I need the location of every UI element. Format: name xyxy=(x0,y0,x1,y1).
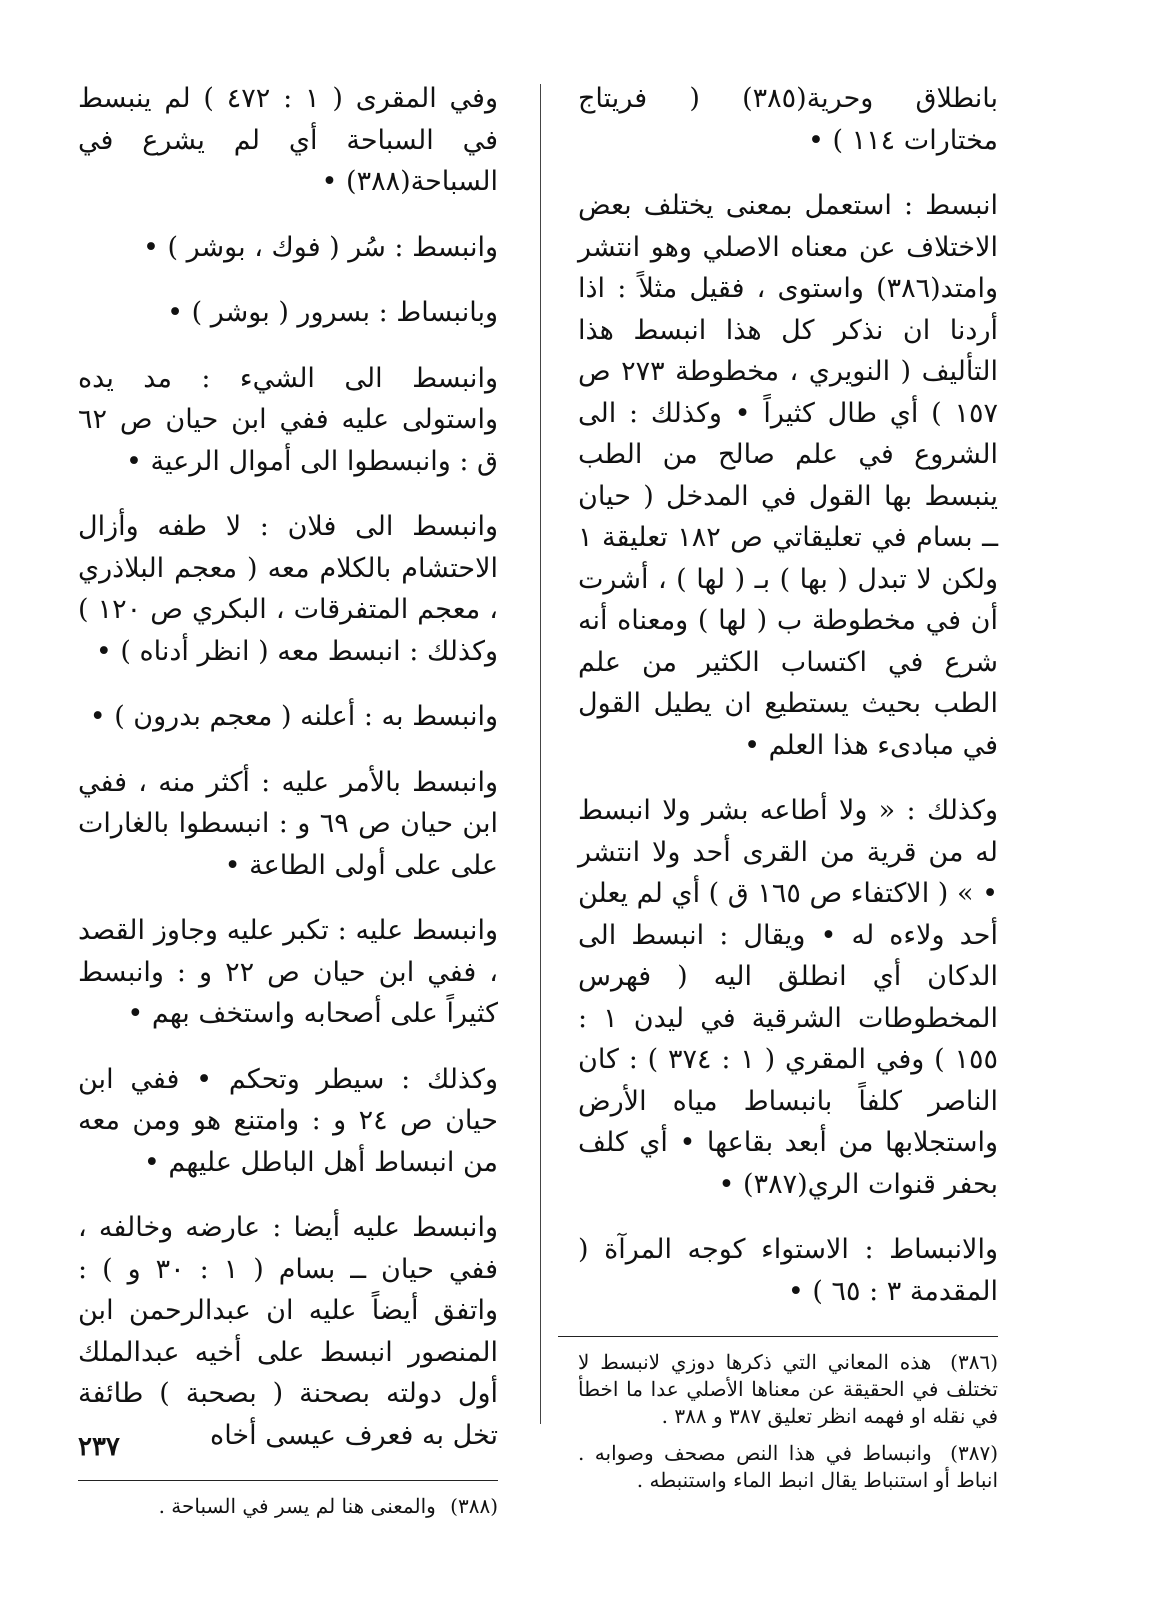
footnote-text: والمعنى هنا لم يسر في السباحة . xyxy=(158,1494,436,1518)
footnote-number: (٣٨٧) xyxy=(950,1441,998,1465)
paragraph: والانبساط : الاستواء كوجه المرآة ( المقدمة ٣ : ٦٥ ) • xyxy=(578,1234,998,1307)
paragraph: وانبسط عليه أيضا : عارضه وخالفه ، ففي حيان ــ بسام ( ١ : ٣٠ و ) : واتفق أيضاً عليه ان عبدالرحمن ابن المنصور انبسط على أخيه عبدالملك أول دولته بصحنة ( بصحبة ) طائفة تخل به فعرف عيسى أخاه xyxy=(78,1212,498,1451)
paragraph: بانطلاق وحرية(٣٨٥) ( فريتاج مختارات ١١٤ ) • xyxy=(578,83,998,156)
right-column xyxy=(578,78,998,1504)
footnote-divider xyxy=(558,1336,998,1337)
paragraph: وبانبساط : بسرور ( بوشر ) • xyxy=(167,297,498,328)
paragraph: وانبسط بالأمر عليه : أكثر منه ، ففي ابن حيان ص ٦٩ و : انبسطوا بالغارات على على أولى الطاعة • xyxy=(78,766,498,881)
paragraph: وكذلك : سيطر وتحكم • ففي ابن حيان ص ٢٤ و : وامتنع هو ومن معه من انبساط أهل الباطل عليهم • xyxy=(78,1063,498,1178)
left-column xyxy=(78,78,498,1530)
footnote-text: هذه المعاني التي ذكرها دوزي لانبسط لا تختلف في الحقيقة عن معناها الأصلي عدا ما اخطأ في نقله او فهمه انظر تعليق ٣٨٧ و ٣٨٨ . xyxy=(578,1350,998,1428)
paragraph: وانبسط عليه : تكبر عليه وجاوز القصد ، ففي ابن حيان ص ٢٢ و : وانبسط كثيراً على أصحابه واستخف بهم • xyxy=(78,915,498,1029)
paragraph: وانبسط الى الشيء : مد يده واستولى عليه ففي ابن حيان ص ٦٢ ق : وانبسطوا الى أموال الرعية • xyxy=(78,362,498,477)
footnote-divider xyxy=(78,1480,498,1481)
paragraph: وكذلك : « ولا أطاعه بشر ولا انبسط له من قرية من القرى أحد ولا انتشر • » ( الاكتفاء ص ١٦٥ ق ) أي لم يعلن أحد ولاءه له • ويقال : انبسط الى الدكان أي انطلق اليه ( فهرس المخطوطات الشرقية في ليدن ١ : ١٥٥ ) وفي المقري ( ١ : ٣٧٤ ) : كان الناصر كلفاً بانبساط مياه الأرض واستجلابها من أبعد بقاعها • أي كلف بحفر قنوات الري(٣٨٧) • xyxy=(578,795,998,1200)
paragraph: وانبسط الى فلان : لا طفه وأزال الاحتشام بالكلام معه ( معجم البلاذري ، معجم المتفرقات ، البكري ص ١٢٠ ) وكذلك : انبسط معه ( انظر أدناه ) • xyxy=(78,511,498,667)
footnote xyxy=(78,1493,498,1520)
paragraph: انبسط : استعمل بمعنى يختلف بعض الاختلاف عن معناه الاصلي وهو انتشر وامتد(٣٨٦) واستوى ، فقيل مثلاً : اذا أردنا ان نذكر كل هذا انبسط هذا التأليف ( النويري ، مخطوطة ٢٧٣ ص ١٥٧ ) أي طال كثيراً • وكذلك : الى الشروع في علم صالح من الطب ينبسط بها القول في المدخل ( حيان ــ بسام في تعليقاتي ص ١٨٢ تعليقة ١ ولكن لا تبدل ( بها ) بـ ( لها ) ، أشرت أن في مخطوطة ب ( لها ) ومعناه أنه شرع في اكتساب الكثير من علم الطب بحيث يستطيع ان يطيل القول في مبادىء هذا العلم • xyxy=(578,190,998,761)
footnote xyxy=(578,1349,998,1430)
footnote-number: (٣٨٨) xyxy=(450,1494,498,1518)
footnote-number: (٣٨٦) xyxy=(950,1350,999,1374)
footnote-text: وانبساط في هذا النص مصحف وصوابه . انباط أو استنباط يقال انبط الماء واستنبطه . xyxy=(578,1441,998,1492)
paragraph: وفي المقرى ( ١ : ٤٧٢ ) لم ينبسط في السباحة أي لم يشرع في السباحة(٣٨٨) • xyxy=(78,83,498,197)
paragraph: وانبسط به : أعلنه ( معجم بدرون ) • xyxy=(89,701,498,732)
paragraph: وانبسط : سُر ( فوك ، بوشر ) • xyxy=(143,231,498,263)
column-divider xyxy=(540,84,541,1424)
page-number: ٢٣٧ xyxy=(78,1432,120,1462)
footnote xyxy=(578,1440,998,1494)
